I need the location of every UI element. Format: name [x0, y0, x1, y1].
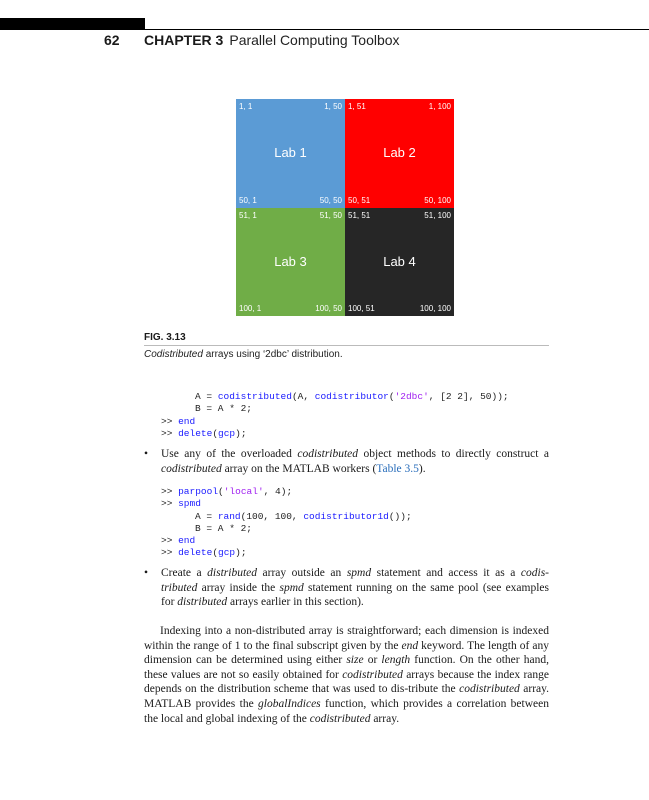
- bullet-item: • Use any of the overloaded codistributed object methods to directly construct a codistributed array on the MATLAB workers (Table 3.5).: [144, 448, 549, 475]
- caption-rule: [144, 345, 549, 346]
- code-line: >> delete(gcp);: [161, 547, 247, 558]
- caption-rest: arrays using ‘2dbc’ distribution.: [202, 349, 343, 360]
- index-bottom-right: 50, 100: [424, 196, 451, 205]
- body-paragraph: Indexing into a non-distributed array is straightforward; each dimension is indexed within the range of 1 to the final subscript given by the end keyword. The length of any dimension can be determined using either size or length function. On the other hand, these values are not so easily obtained for codistributed arrays because the index range depends on the distribution scheme that was used to dis-tribute the codistributed array. MATLAB provides the globalIndices function, which provides a correlation between the local and global indexing of the codistributed array.: [144, 625, 550, 725]
- table-reference-link[interactable]: Table 3.5: [376, 462, 419, 475]
- code-line: >> spmd: [161, 498, 201, 509]
- index-bottom-left: 50, 1: [239, 196, 257, 205]
- quadrant-lab-1: [236, 99, 345, 208]
- code-line: >> delete(gcp);: [161, 428, 247, 439]
- code-line: >> end: [161, 416, 196, 427]
- caption-italic: Codistributed: [144, 349, 203, 360]
- index-top-left: 51, 51: [348, 211, 371, 220]
- chapter-label: CHAPTER 3: [144, 32, 224, 48]
- chapter-title: Parallel Computing Toolbox: [229, 32, 400, 48]
- figure-caption-title: FIG. 3.13: [144, 332, 186, 343]
- index-top-left: 1, 51: [348, 102, 366, 111]
- index-top-left: 51, 1: [239, 211, 257, 220]
- code-line: >> end: [161, 535, 196, 546]
- code-line: B = A * 2;: [195, 403, 253, 414]
- page-number: 62: [104, 32, 120, 48]
- lab-label: Lab 1: [274, 145, 307, 160]
- index-top-right: 1, 100: [428, 102, 451, 111]
- bullet-dot-icon: •: [144, 567, 149, 579]
- index-bottom-left: 100, 51: [348, 304, 375, 313]
- lab-label: Lab 4: [383, 254, 416, 269]
- index-top-right: 1, 50: [324, 102, 342, 111]
- index-bottom-right: 50, 50: [319, 196, 342, 205]
- index-bottom-left: 50, 51: [348, 196, 371, 205]
- index-top-right: 51, 100: [424, 211, 451, 220]
- index-bottom-right: 100, 100: [419, 304, 451, 313]
- index-top-right: 51, 50: [319, 211, 342, 220]
- running-head: [104, 32, 400, 50]
- quadrant-lab-4: [345, 208, 454, 316]
- lab-label: Lab 3: [274, 254, 307, 269]
- figure-caption: [144, 349, 343, 360]
- index-top-left: 1, 1: [239, 102, 253, 111]
- quadrant-lab-2: [345, 99, 454, 208]
- quadrant-lab-3: [236, 208, 345, 316]
- code-line: >> parpool('local', 4);: [161, 486, 293, 497]
- figure-codistributed-grid: [236, 99, 454, 316]
- code-line: B = A * 2;: [195, 523, 253, 534]
- lab-label: Lab 2: [383, 145, 416, 160]
- header-rule: [145, 29, 649, 30]
- bullet-item: • Create a distributed array outside an spmd statement and access it as a codis-tributed array inside the spmd statement running on the same pool (see examples for distributed arrays earlier in this section).: [144, 567, 549, 609]
- code-line: A = rand(100, 100, codistributor1d());: [195, 511, 412, 522]
- header-black-bar: [0, 18, 145, 30]
- code-line: A = codistributed(A, codistributor('2dbc', [2 2], 50));: [195, 391, 509, 402]
- index-bottom-right: 100, 50: [315, 304, 342, 313]
- index-bottom-left: 100, 1: [239, 304, 262, 313]
- bullet-dot-icon: •: [144, 448, 149, 460]
